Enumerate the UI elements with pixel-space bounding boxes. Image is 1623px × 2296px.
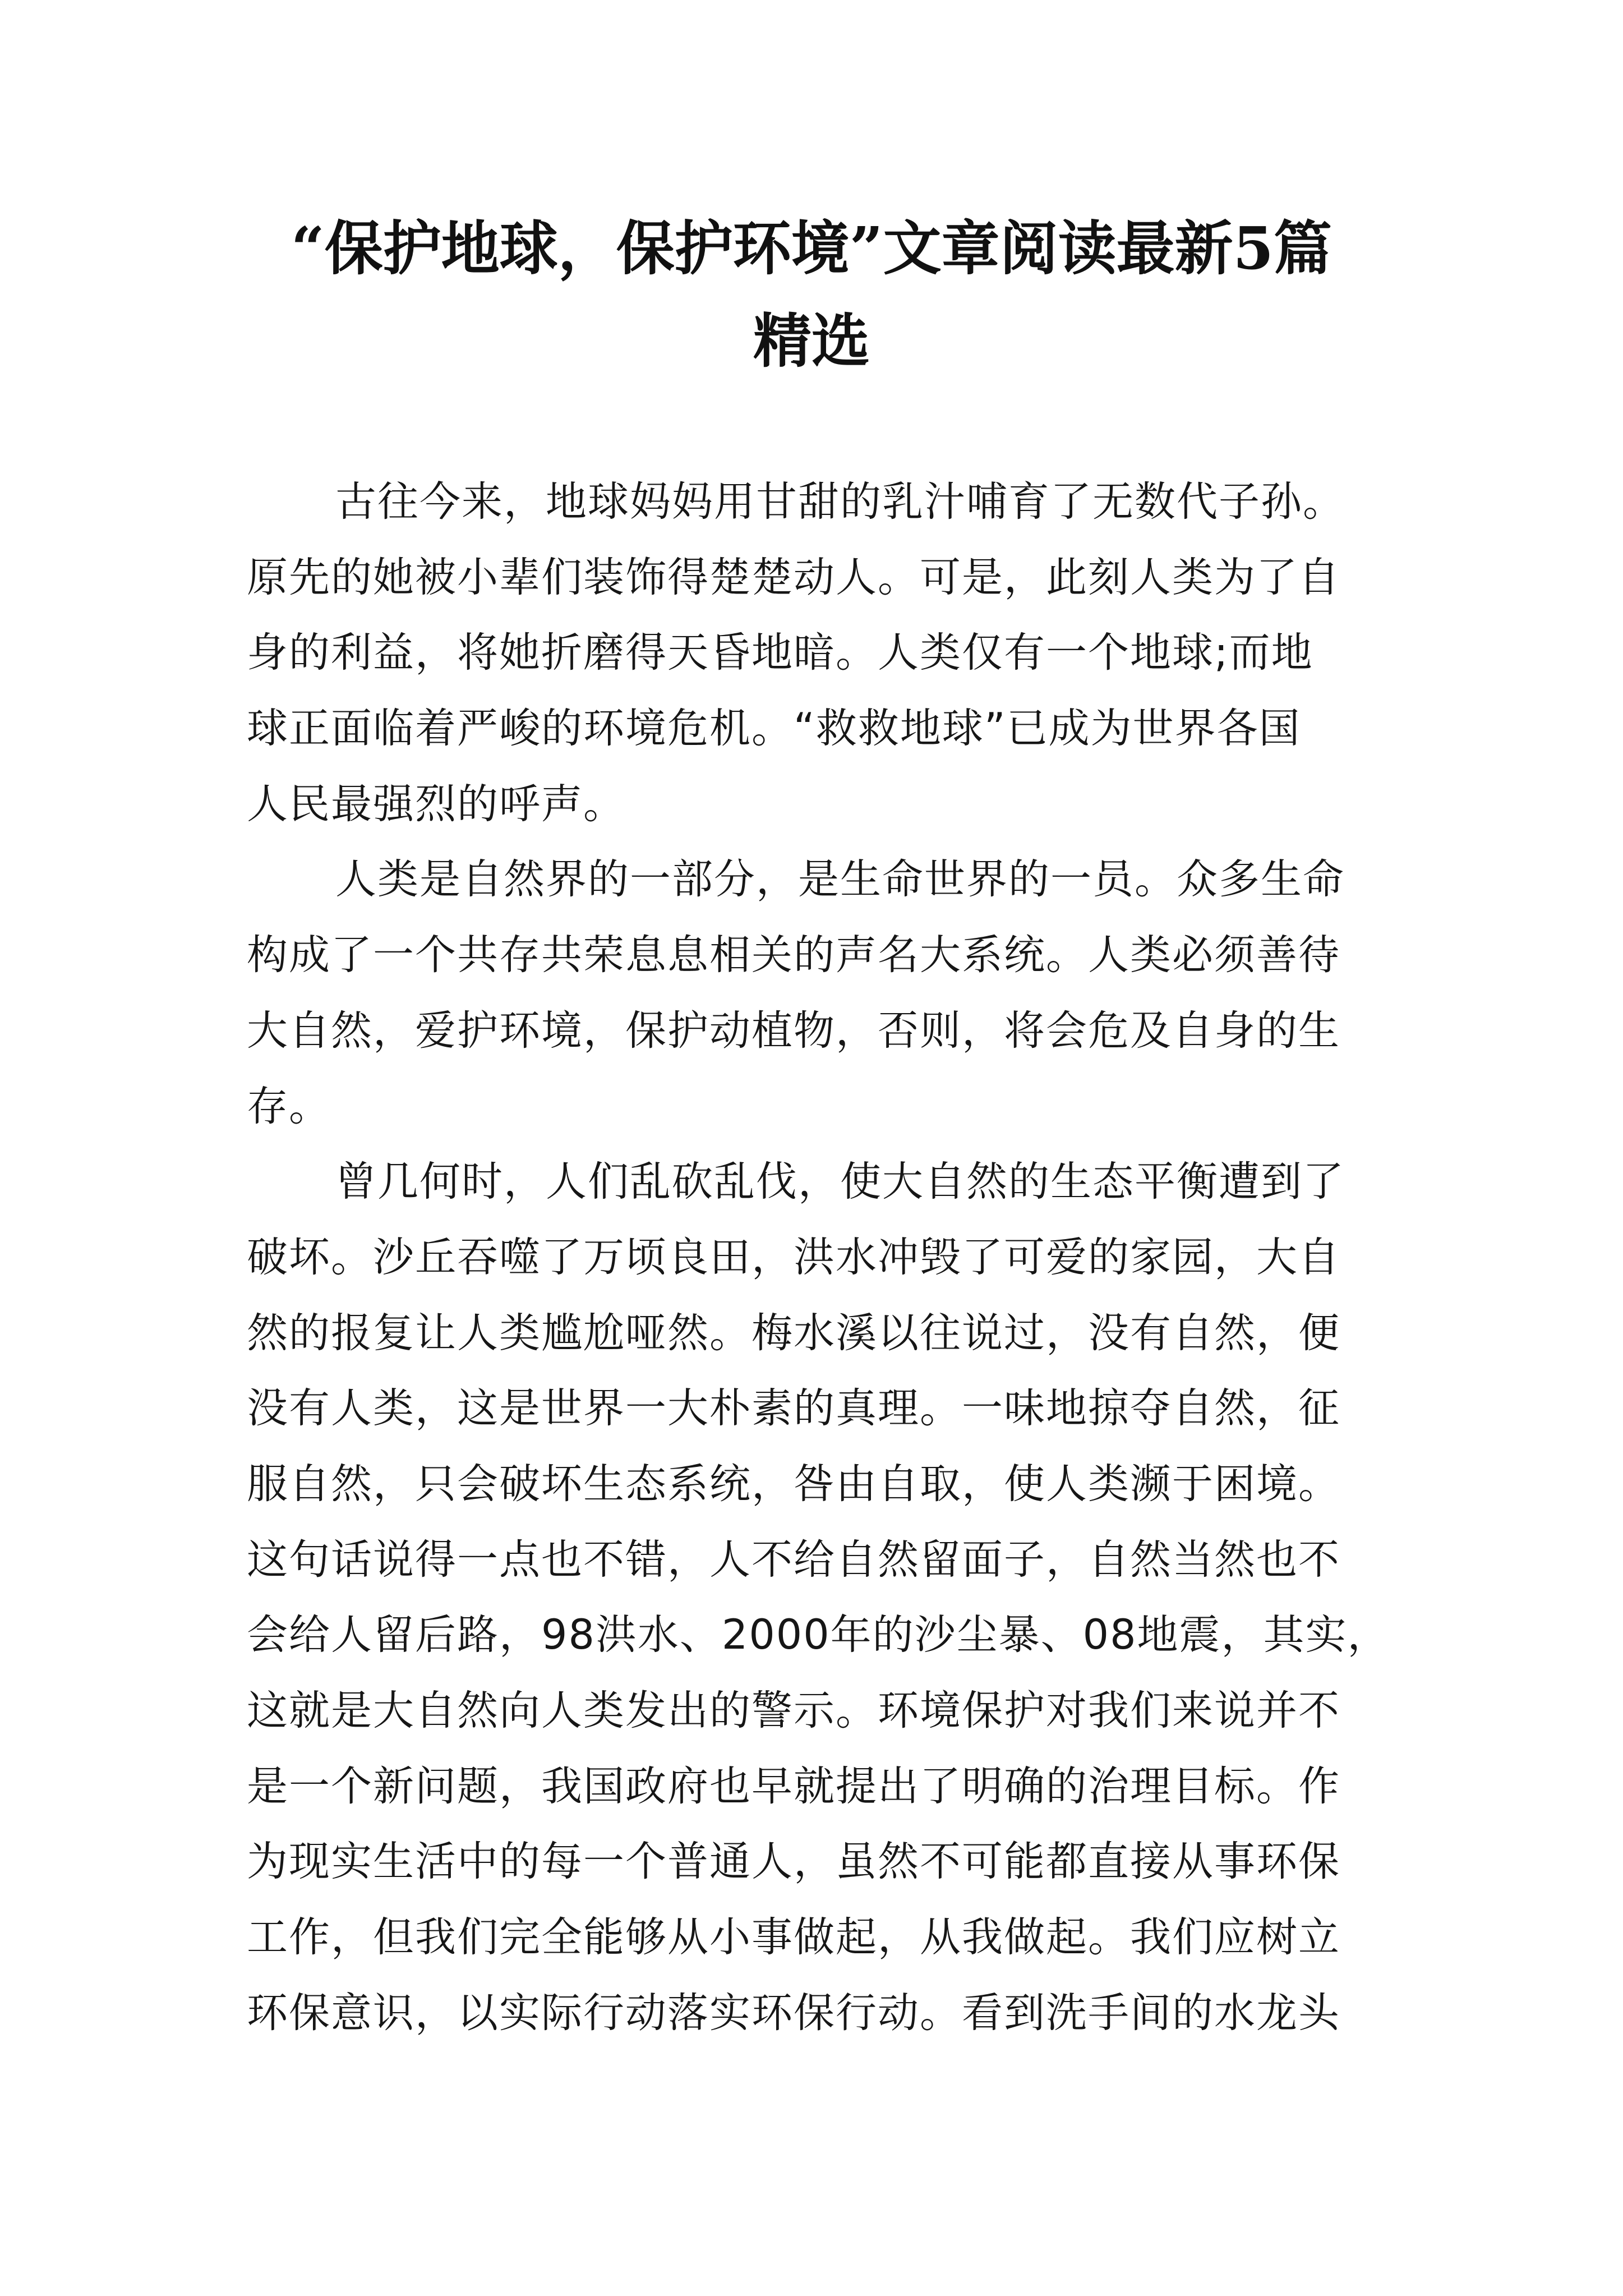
paragraph-line: 工作，但我们完全能够从小事做起，从我做起。我们应树立 bbox=[247, 1913, 1340, 1962]
paragraph-line: 环保意识，以实际行动落实环保行动。看到洗手间的水龙头 bbox=[247, 1989, 1340, 2037]
title-line-2: 精选 bbox=[753, 306, 870, 375]
document-title bbox=[247, 202, 1376, 387]
paragraph-line: 这就是大自然向人类发出的警示。环境保护对我们来说并不 bbox=[247, 1687, 1340, 1734]
paragraph-line: 古往今来，地球妈妈用甘甜的乳汁哺育了无数代子孙。 bbox=[335, 478, 1345, 526]
paragraph-line: 为现实生活中的每一个普通人，虽然不可能都直接从事环保 bbox=[247, 1838, 1340, 1886]
paragraph-line: 身的利益，将她折磨得天昏地暗。人类仅有一个地球;而地 bbox=[247, 629, 1313, 677]
paragraph-line: 存。 bbox=[247, 1082, 331, 1130]
paragraph-line: 大自然，爱护环境，保护动植物，否则，将会危及自身的生 bbox=[247, 1006, 1340, 1055]
paragraph-2 bbox=[247, 842, 1391, 1144]
paragraph-line: 人民最强烈的呼声。 bbox=[247, 780, 625, 828]
paragraph-line: 没有人类，这是世界一大朴素的真理。一味地掠夺自然，征 bbox=[247, 1384, 1340, 1433]
paragraph-line: 球正面临着严峻的环境危机。“救救地球”已成为世界各国 bbox=[247, 705, 1301, 753]
document-body bbox=[247, 464, 1391, 2051]
paragraph-line: 服自然，只会破坏生态系统，咎由自取，使人类濒于困境。 bbox=[247, 1460, 1340, 1508]
paragraph-line: 会给人留后路，98洪水、2000年的沙尘暴、08地震，其实， bbox=[247, 1611, 1390, 1659]
paragraph-line: 然的报复让人类尴尬哑然。梅水溪以往说过，没有自然，便 bbox=[247, 1309, 1340, 1357]
paragraph-line: 构成了一个共存共荣息息相关的声名大系统。人类必须善待 bbox=[247, 931, 1340, 979]
paragraph-line: 曾几何时，人们乱砍乱伐，使大自然的生态平衡遭到了 bbox=[335, 1158, 1345, 1206]
paragraph-3 bbox=[247, 1144, 1391, 2051]
paragraph-line: 人类是自然界的一部分，是生命世界的一员。众多生命 bbox=[335, 855, 1345, 904]
paragraph-line: 破坏。沙丘吞噬了万顷良田，洪水冲毁了可爱的家园，大自 bbox=[247, 1233, 1340, 1281]
title-line-1: “保护地球，保护环境”文章阅读最新5篇 bbox=[291, 214, 1332, 283]
paragraph-1 bbox=[247, 464, 1391, 842]
paragraph-line: 是一个新问题，我国政府也早就提出了明确的治理目标。作 bbox=[247, 1762, 1340, 1810]
paragraph-line: 原先的她被小辈们装饰得楚楚动人。可是，此刻人类为了自 bbox=[247, 553, 1340, 601]
paragraph-line: 这句话说得一点也不错，人不给自然留面子，自然当然也不 bbox=[247, 1535, 1340, 1584]
